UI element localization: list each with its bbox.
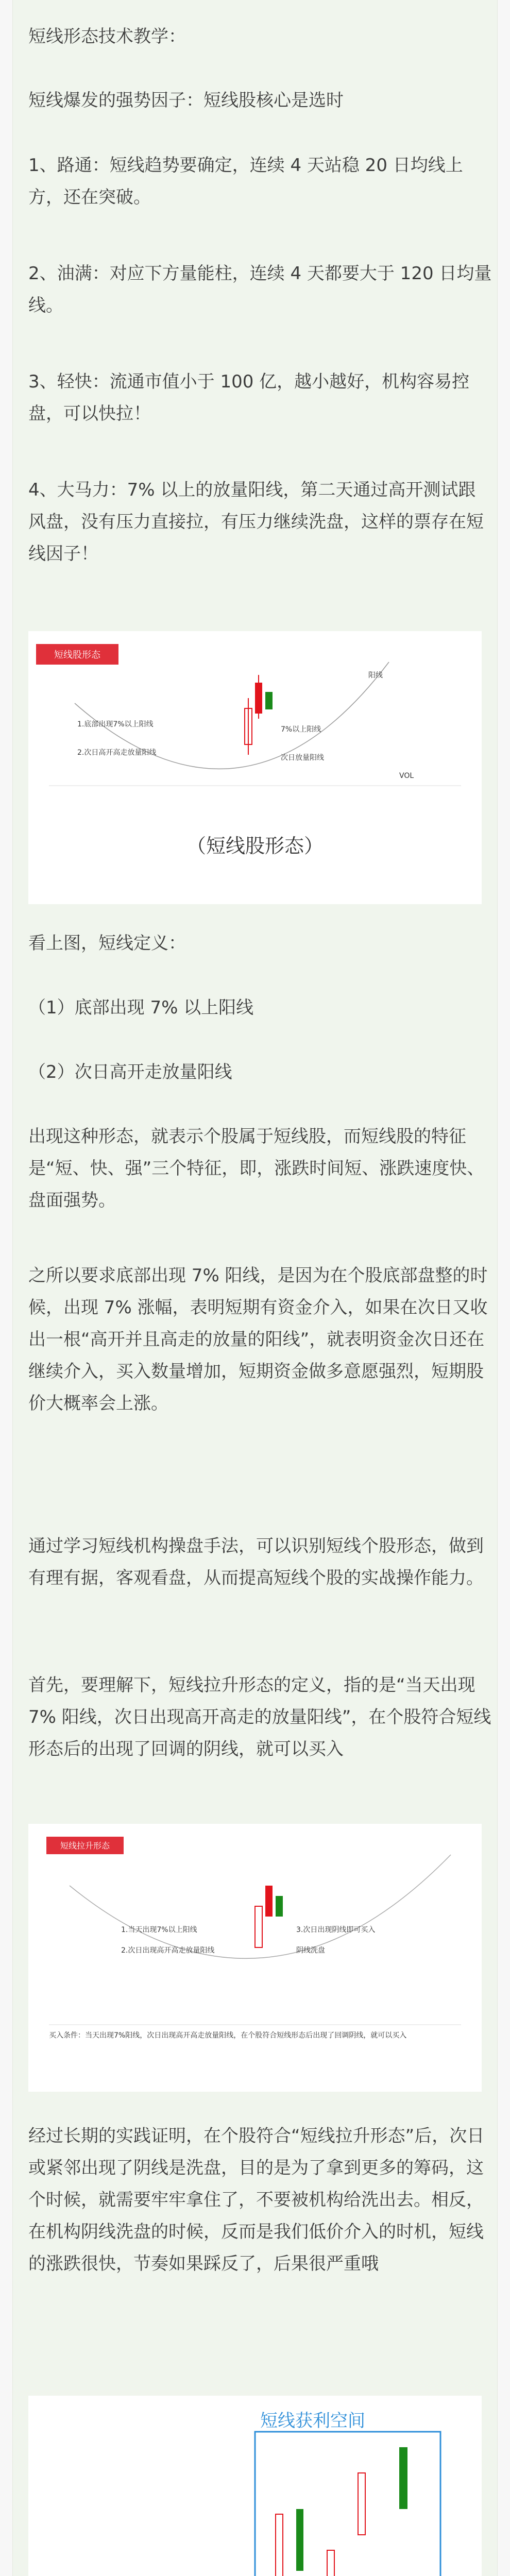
figure-kline-example-1 [28,2396,482,2576]
candle [327,2550,334,2576]
article-intro: 短线爆发的强势因子：短线股核心是选时 [28,90,344,111]
article-title: 短线形态技术教学： [28,26,186,47]
label-d: 阴线洗盘 [296,1946,325,1955]
candle [296,2509,303,2571]
def-1: （1）底部出现 7% 以上阳线 [28,997,254,1018]
paragraph-feature: 出现这种形态，就表示个股属于短线股，而短线股的特征是“短、快、强”三个特征，即，涨跌时间短、涨跌速度快、盘面强势。 [28,1126,485,1211]
figure-short-line-stock-pattern [28,631,482,904]
label-c: 3.次日出现阴线即可买入 [296,1926,376,1934]
article-page [12,0,498,2576]
figure-short-line-pull-pattern [28,1824,482,2092]
paragraph-reason: 之所以要求底部出现 7% 阳线，是因为在个股底部盘整的时候，出现 7% 涨幅，表明短期有资金介入，如果在次日又收出一根“高开并且高走的放量的阳线”，就表明资金次日还在继续介入，买入数量增加，短期资金做多意愿强烈，短期股价大概率会上涨。 [28,1265,488,1414]
note-box [49,2030,461,2081]
candle [358,2473,365,2535]
badge-text: 短线股形态 [54,650,100,660]
box-label: 短线获利空间 [260,2411,365,2431]
figure1-caption: （短线股形态） [186,835,324,857]
label-d: 次日放量阳线 [281,754,324,762]
label-b: 2.次日出现高开高走放量阳线 [121,1946,215,1955]
label-a: 1.当天出现7%以上阳线 [121,1926,197,1934]
candle-wash [276,1896,283,1917]
label-top: 阳线 [368,671,383,680]
point-2: 2、油满：对应下方量能柱，连续 4 天都要大于 120 日均量线。 [28,263,492,316]
label-b: 2.次日高开高走放量阳线 [77,749,157,757]
candle [399,2447,407,2509]
badge-text: 短线拉升形态 [60,1841,110,1851]
point-1: 1、路通：短线趋势要确定，连续 4 天站稳 20 日均线上方，还在突破。 [28,155,463,208]
look-text: 看上图，短线定义： [28,933,186,954]
vol-label: VOL [399,772,414,780]
kline-chart-1 [28,2396,482,2576]
point-4: 4、大马力：7% 以上的放量阳线，第二天通过高开测试跟风盘，没有压力直接拉，有压力继续洗盘，这样的票存在短线因子！ [28,480,484,564]
label-c: 7%以上阳线 [281,725,321,734]
pull-pattern-chart [28,1824,482,2092]
figure2-note: 买入条件：当天出现7%阳线，次日出现高开高走放量阳线，在个股符合短线形态后出现了回调阴线，就可以买入 [49,2031,407,2040]
def-2: （2）次日高开走放量阳线 [28,1062,232,1082]
candle [276,2514,283,2576]
candle-down [265,692,273,709]
short-line-chart [28,631,482,904]
candle-7pct [255,1906,262,1947]
label-a: 1.底部出现7%以上阳线 [77,720,154,728]
paragraph-practice: 经过长期的实践证明，在个股符合“短线拉升形态”后，次日或紧邻出现了阴线是洗盘，目的是为了拿到更多的筹码，这个时候，就需要牢牢拿住了，不要被机构给洗出去。相反，在机构阴线洗盘的时候，反而是我们低价介入的时机，短线的涨跌很快，节奏如果踩反了，后果很严重哦 [28,2126,485,2274]
candle-next [265,1886,273,1917]
point-3: 3、轻快：流通市值小于 100 亿，越小越好，机构容易控盘，可以快拉！ [28,371,470,424]
paragraph-first: 首先，要理解下，短线拉升形态的定义，指的是“当天出现 7% 阳线，次日出现高开高走的放量阳线”，在个股符合短线形态后的出现了回调的阴线，就可以买入 [28,1675,491,1759]
candles [59,2447,407,2576]
paragraph-learn: 通过学习短线机构操盘手法，可以识别短线个股形态，做到有理有据，客观看盘，从而提高短线个股的实战操作能力。 [28,1536,484,1588]
